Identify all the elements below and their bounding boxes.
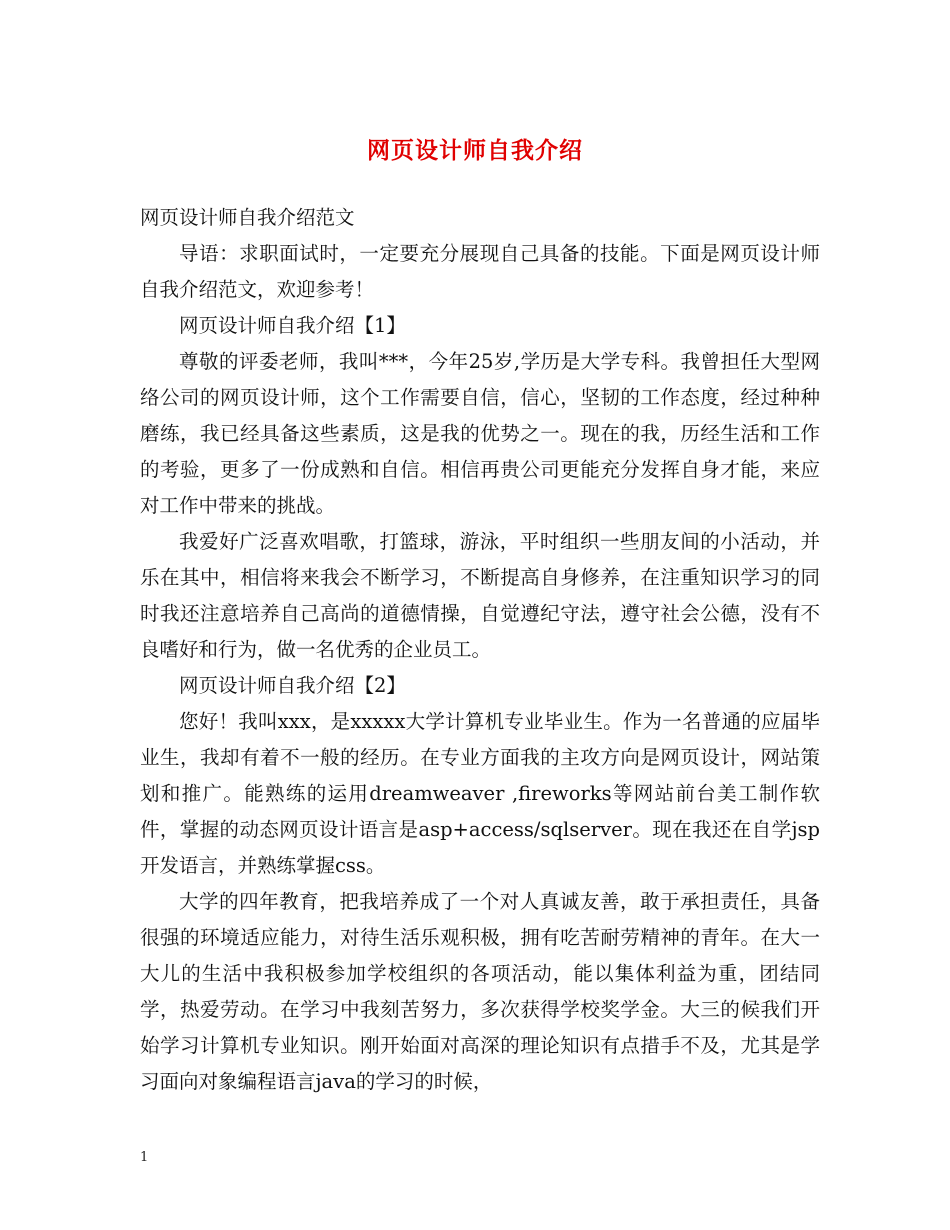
document-body xyxy=(140,200,820,1100)
paragraph: 大学的四年教育，把我培养成了一个对人真诚友善，敢于承担责任，具备很强的环境适应能力，对待生活乐观积极，拥有吃苦耐劳精神的青年。在大一大儿的生活中我积极参加学校组织的各项活动，能以集体利益为重，团结同学，热爱劳动。在学习中我刻苦努力，多次获得学校奖学金。大三的候我们开始学习计算机专业知识。刚开始面对高深的理论知识有点措手不及，尤其是学习面向对象编程语言java的学习的时候， xyxy=(140,890,820,1093)
section-heading-2: 网页设计师自我介绍【2】 xyxy=(179,674,406,697)
document-subtitle: 网页设计师自我介绍范文 xyxy=(140,206,355,229)
page-number: 1 xyxy=(140,1150,149,1165)
document-title: 网页设计师自我介绍 xyxy=(367,137,583,164)
paragraph: 我爱好广泛喜欢唱歌，打篮球，游泳，平时组织一些朋友间的小活动，并乐在其中，相信将来我会不断学习，不断提高自身修养，在注重知识学习的同时我还注意培养自己高尚的道德情操，自觉遵纪守法，遵守社会公德，没有不良嗜好和行为，做一名优秀的企业员工。 xyxy=(140,530,820,661)
paragraph: 您好！我叫xxx，是xxxxx大学计算机专业毕业生。作为一名普通的应届毕业生，我却有着不一般的经历。在专业方面我的主攻方向是网页设计，网站策划和推广。能熟练的运用dreamweaver ,fireworks等网站前台美工制作软件，掌握的动态网页设计语言是asp+access/sqlserver。现在我还在自学jsp开发语言，并熟练掌握css。 xyxy=(140,710,820,877)
intro-paragraph: 导语：求职面试时，一定要充分展现自己具备的技能。下面是网页设计师自我介绍范文，欢迎参考！ xyxy=(140,242,820,301)
paragraph: 尊敬的评委老师，我叫***，今年25岁,学历是大学专科。我曾担任大型网络公司的网页设计师，这个工作需要自信，信心，坚韧的工作态度，经过种种磨练，我已经具备这些素质，这是我的优势之一。现在的我，历经生活和工作的考验，更多了一份成熟和自信。相信再贵公司更能充分发挥自身才能，来应对工作中带来的挑战。 xyxy=(140,350,820,517)
section-heading-1: 网页设计师自我介绍【1】 xyxy=(179,314,406,337)
